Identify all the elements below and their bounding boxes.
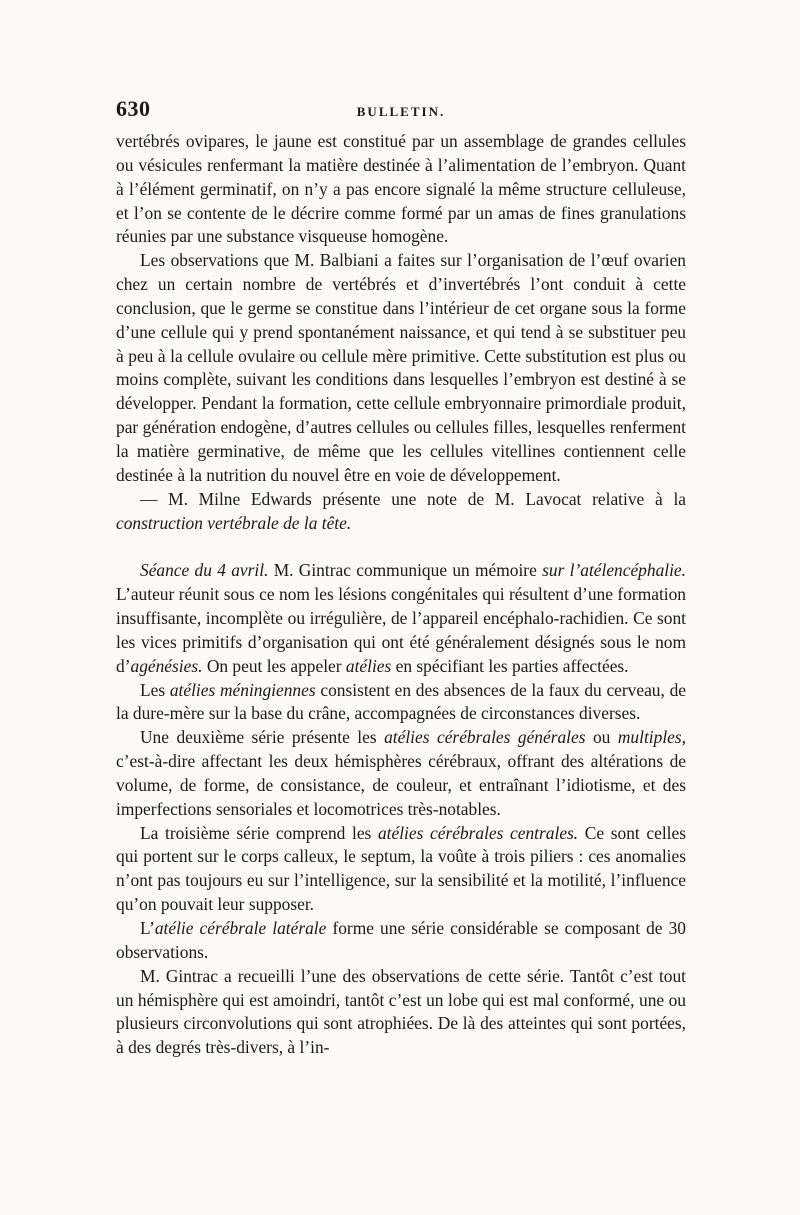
paragraph-7	[116, 822, 686, 917]
text-segment: , c’est-à-dire affectant les deux hémisphères cérébraux, offrant des altérations de volume, de forme, de consistance, de couleur, et entraînant l’idiotisme, et des imperfections sensoriales et locomotrices très-notables.	[116, 727, 686, 819]
running-title: BULLETIN.	[356, 104, 446, 119]
body-text	[116, 130, 686, 1060]
text-segment: La troisième série comprend les	[140, 822, 378, 843]
italic-segment: atélies méningiennes	[169, 679, 316, 700]
text-segment: Les observations que M. Balbiani a faites sur l’organisation de l’œuf ovarien chez un certain nombre de vertébrés et d’invertébrés l’ont conduit à cette conclusion, que le germe se constitue dans l’intérieur de cet organe sous la forme d’une cellule qui y prend spontanément naissance, et qui tend à se substituer peu à peu à la cellule ovulaire ou cellule mère primitive. Cette substitution est plus ou moins complète, suivant les conditions dans lesquelles l’embryon est destiné à se développer. Pendant la formation, cette cellule embryonnaire primordiale produit, par génération endogène, d’autres cellules ou cellules filles, lesquelles renferment la matière germinative, de même que les cellules vitellines contiennent celle destinée à la nutrition du nouvel être en voie de développement.	[116, 250, 686, 485]
text-segment: L’	[140, 918, 155, 938]
document-page	[116, 96, 686, 1060]
text-segment: L’auteur réunit sous ce nom les lésions congénitales qui résultent d’une formation insuffisante, incomplète ou irrégulière, de l’appareil encéphalo-rachidien. Ce sont les vices primitifs d’organisation qui ont été généralement désignés sous le nom d’	[116, 584, 686, 676]
paragraph-2	[116, 249, 686, 487]
text-segment: ou	[585, 727, 618, 748]
italic-segment: agénésies.	[130, 655, 203, 676]
paragraph-8	[116, 917, 686, 965]
text-segment: On peut les appeler	[202, 655, 346, 676]
section-spacer	[116, 535, 686, 559]
paragraph-1	[116, 130, 686, 249]
text-segment: M. Gintrac communique un mémoire	[268, 560, 543, 581]
italic-segment: atélies cérébrales générales	[384, 727, 586, 748]
text-segment: forme une série considérable se composant de 30 observations.	[116, 918, 686, 962]
italic-segment: atélies cérébrales centrales.	[377, 822, 579, 843]
page-number: 630	[116, 96, 151, 121]
text-segment: en spécifiant les parties affectées.	[391, 655, 629, 676]
paragraph-5	[116, 679, 686, 727]
paragraph-3	[116, 488, 686, 536]
text-segment: Une deuxième série présente les	[140, 727, 385, 748]
paragraph-4	[116, 559, 686, 678]
text-segment: consistent en des absences de la faux du cerveau, de la dure-mère sur la base du crâne, accompagnées de circonstances diverses.	[116, 679, 686, 724]
italic-segment: multiples	[617, 727, 682, 748]
page-header	[116, 96, 686, 130]
paragraph-6	[116, 726, 686, 821]
paragraph-9	[116, 965, 686, 1060]
text-segment: Ce sont celles qui portent sur le corps calleux, le septum, la voûte à trois piliers : ces anomalies n’ont pas toujours eu sur l’intelligence, sur la sensibilité et la motilité, l’influence qu’on pouvait leur supposer.	[116, 822, 686, 915]
text-segment: — M. Milne Edwards présente une note de M. Lavocat relative à la	[140, 488, 686, 509]
italic-segment: atélie cérébrale latérale	[154, 918, 327, 938]
italic-segment: atélies	[345, 655, 392, 676]
text-segment: Les	[140, 679, 170, 700]
text-segment: M. Gintrac a recueilli l’une des observations de cette série. Tantôt c’est tout un hémisphère qui est amoindri, tantôt c’est un lobe qui est mal conformé, une ou plusieurs circonvolutions qui sont atrophiées. De là des atteintes qui sont portées, à des degrés très-divers, à l’in-	[116, 965, 686, 1058]
italic-segment: construction vertébrale de la tête.	[116, 512, 352, 533]
italic-segment: Séance du 4 avril.	[140, 560, 269, 581]
text-segment: vertébrés ovipares, le jaune est constitué par un assemblage de grandes cellules ou vésicules renfermant la matière destinée à l’alimentation de l’embryon. Quant à l’élément germinatif, on n’y a pas encore signalé la même structure celluleuse, et l’on se contente de le décrire comme formé par un amas de fines granulations réunies par une substance visqueuse homogène.	[116, 131, 686, 247]
italic-segment: sur l’atélencéphalie.	[542, 560, 686, 581]
